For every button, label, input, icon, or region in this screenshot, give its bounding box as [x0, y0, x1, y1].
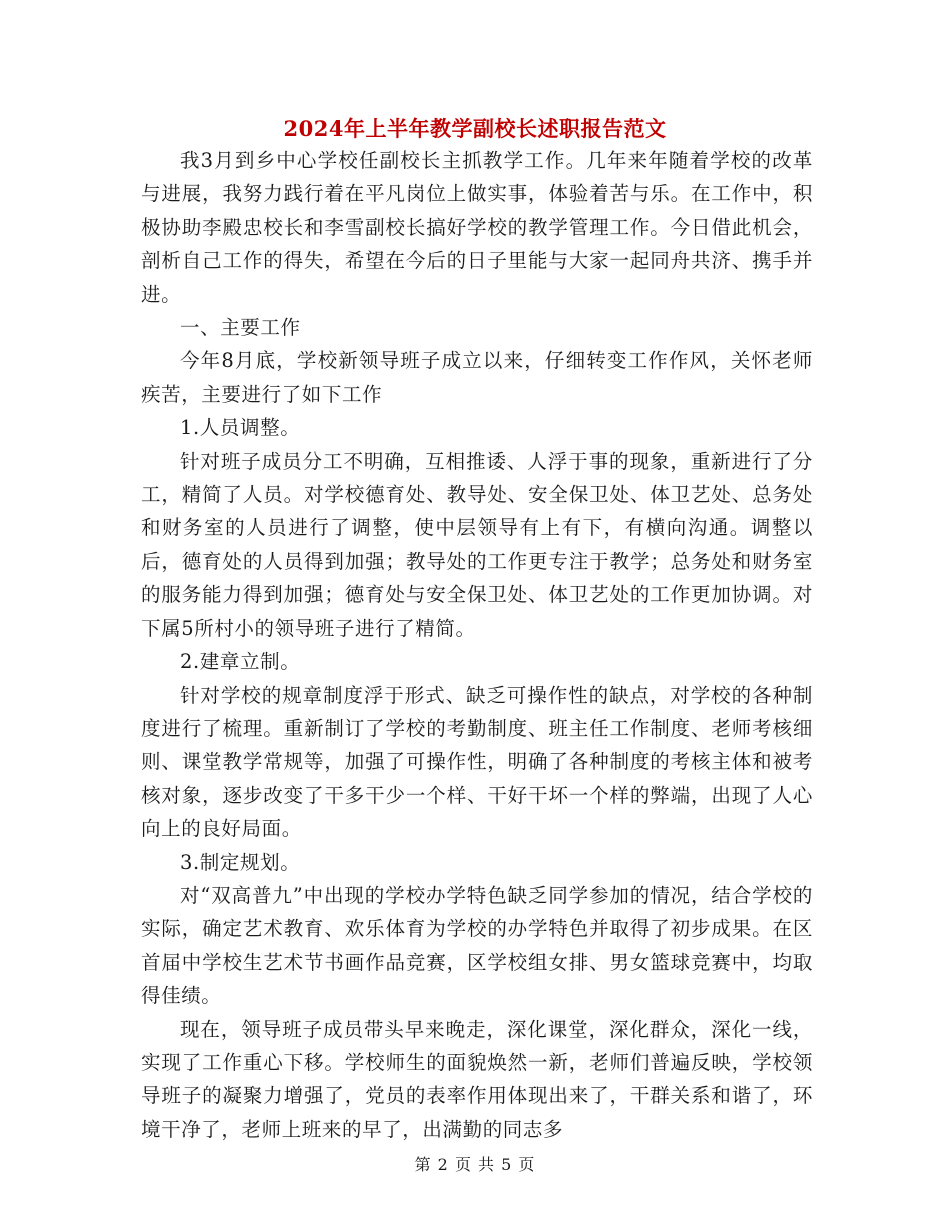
document-body — [141, 144, 813, 1146]
subheading-planning: 3.制定规划。 — [180, 850, 301, 874]
paragraph-intro: 我3月到乡中心学校任副校长主抓教学工作。几年来年随着学校的改革与进展，我努力践行着在平凡岗位上做实事，体验着苦与乐。在工作中，积极协助李殿忠校长和李雪副校长搞好学校的教学管理工作。今日借此机会，剖析自己工作的得失，希望在今后的日子里能与大家一起同舟共济、携手并进。 — [141, 149, 813, 306]
paragraph-main-work-summary: 今年8月底，学校新领导班子成立以来，仔细转变工作作风，关怀老师疾苦，主要进行了如下工作 — [141, 349, 813, 406]
paragraph-current-status: 现在，领导班子成员带头早来晚走，深化课堂，深化群众，深化一线，实现了工作重心下移。学校师生的面貌焕然一新，老师们普遍反映，学校领导班子的凝聚力增强了，党员的表率作用体现出来了，干群关系和谐了，环境干净了，老师上班来的早了，出满勤的同志多 — [141, 1017, 813, 1141]
paragraph-planning: 对“双高普九”中出现的学校办学特色缺乏同学参加的情况，结合学校的实际，确定艺术教育、欢乐体育为学校的办学特色并取得了初步成果。在区首届中学校生艺术节书画作品竞赛，区学校组女排、男女篮球竞赛中，均取得佳绩。 — [141, 883, 813, 1008]
page-number-footer: 第 2 页 共 5 页 — [414, 1155, 536, 1174]
subheading-rules-system: 2.建章立制。 — [180, 650, 301, 674]
subheading-personnel-adjustment: 1.人员调整。 — [180, 416, 301, 440]
paragraph-rules-system: 针对学校的规章制度浮于形式、缺乏可操作性的缺点，对学校的各种制度进行了梳理。重新制订了学校的考勤制度、班主任工作制度、老师考核细则、课堂教学常规等，加强了可操作性，明确了各种制度的考核主体和被考核对象，逐步改变了干多干少一个样、干好干坏一个样的弊端，出现了人心向上的良好局面。 — [141, 683, 813, 841]
paragraph-personnel-adjustment: 针对班子成员分工不明确，互相推诿、人浮于事的现象，重新进行了分工，精简了人员。对学校德育处、教导处、安全保卫处、体卫艺处、总务处和财务室的人员进行了调整，使中层领导有上有下，有横向沟通。调整以后，德育处的人员得到加强；教导处的工作更专注于教学；总务处和财务室的服务能力得到加强；德育处与安全保卫处、体卫艺处的工作更加协调。对下属5所村小的领导班子进行了精简。 — [141, 449, 813, 640]
section-heading-main-work: 一、主要工作 — [180, 316, 301, 340]
document-title: 2024年上半年教学副校长述职报告范文 — [283, 116, 667, 141]
